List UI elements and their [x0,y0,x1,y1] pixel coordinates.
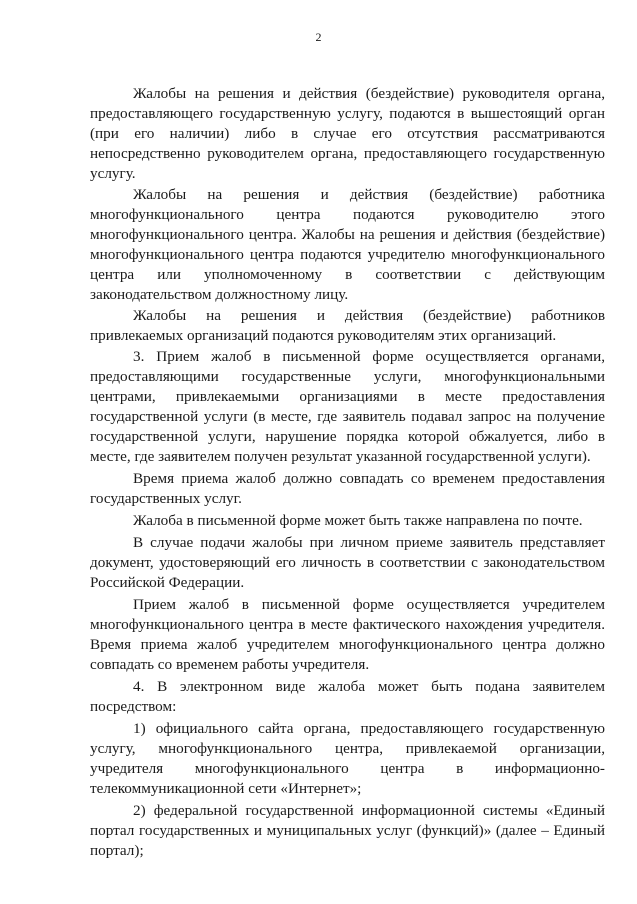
paragraph-item-4-electronic: 4. В электронном виде жалоба может быть подана заявителем посредством: [90,678,605,715]
paragraph-complaints-engaged-organizations: Жалобы на решения и действия (бездействие) работников привлекаемых организаций подаются руководителям этих организаций. [90,307,605,344]
paragraph-complaints-mfc-employee: Жалобы на решения и действия (бездействие) работника многофункционального центра подаются руководителю этого многофункционального центра. Жалобы на решения и действия (бездействие) многофункционального центра подаются учредителю многофункционального центра или уполномоченному в соответствии с действующим законодательством должностному лицу. [90,186,605,303]
paragraph-personal-reception: В случае подачи жалобы при личном приеме заявитель представляет документ, удостоверяющий его личность в соответствии с законодательством Российской Федерации. [90,534,605,591]
paragraph-item-3-written-complaints: 3. Прием жалоб в письменной форме осуществляется органами, предоставляющими государственные услуги, многофункциональными центрами, привлекаемыми организациями в месте предоставления государственной услуги (в месте, где заявитель подавал запрос на получение государственной услуги, нарушение порядка которой обжалуется, либо в месте, где заявителем получен результат указанной государственной услуги). [90,348,605,465]
paragraph-reception-time: Время приема жалоб должно совпадать со временем предоставления государственных услуг. [90,470,605,507]
document-body [90,84,605,861]
paragraph-complaints-head-of-body: Жалобы на решения и действия (бездействие) руководителя органа, предоставляющего государственную услугу, подаются в вышестоящий орган (при его наличии) либо в случае его отсутствия рассматриваются непосредственно руководителем органа, предоставляющего государственную услугу. [90,85,605,182]
paragraph-postal-complaint: Жалоба в письменной форме может быть также направлена по почте. [133,512,583,529]
paragraph-subitem-1-official-site: 1) официального сайта органа, предоставляющего государственную услугу, многофункционального центра, привлекаемой организации, учредителя многофункционального центра в информационно-телекоммуникационной сети «Интернет»; [90,720,605,797]
paragraph-subitem-2-unified-portal: 2) федеральной государственной информационной системы «Единый портал государственных и муниципальных услуг (функций)» (далее – Единый портал); [90,802,605,859]
page-number: 2 [315,30,322,44]
paragraph-founder-reception: Прием жалоб в письменной форме осуществляется учредителем многофункционального центра в месте фактического нахождения учредителя. Время приема жалоб учредителем многофункционального центра должно совпадать со временем работы учредителя. [90,596,605,673]
